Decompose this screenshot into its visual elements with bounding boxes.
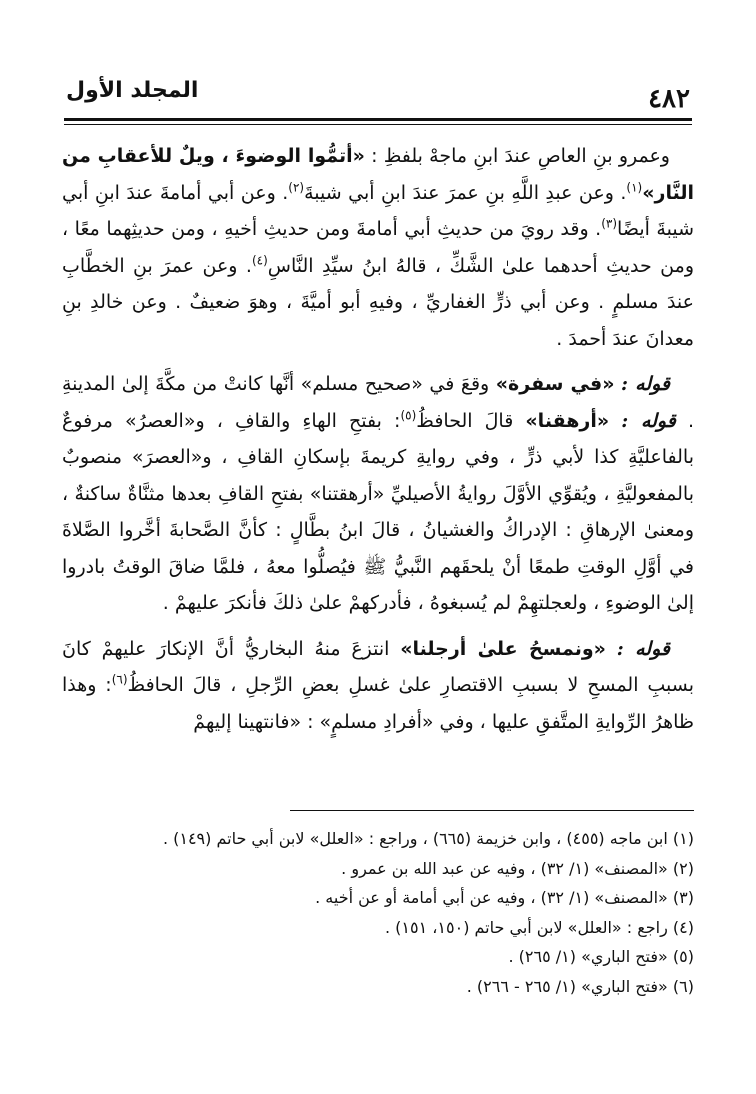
main-text <box>62 138 694 740</box>
footnote-ref-5: (٥) <box>400 408 417 423</box>
commentary-label: قوله : <box>621 409 676 432</box>
keyword-quote: «ونمسحُ علىٰ أرجلنا» <box>400 637 606 660</box>
footnote-4: (٤) راجع : «العلل» لابن أبي حاتم (١٥٠، ١٥١) . <box>384 917 694 937</box>
footnote-5: (٥) «فتح الباري» (١/ ٢٦٥) . <box>508 947 694 966</box>
header-rule-thin <box>64 124 692 125</box>
header-rule-thick <box>64 118 692 121</box>
footnote-ref-3: (٣) <box>601 216 618 231</box>
footnotes <box>62 824 694 1001</box>
commentary-label: قوله : <box>621 373 671 395</box>
footnote-ref-1: (١) <box>626 180 643 195</box>
page-number: ٤٨٢ <box>648 84 690 114</box>
commentary-label: قوله : <box>616 637 670 660</box>
footnote-ref-4: (٤) <box>251 253 268 268</box>
keyword-quote: «في سفرة» <box>495 373 615 395</box>
footnote-2: (٢) «المصنف» (١/ ٣٢) ، وفيه عن عبد الله بن عمرو . <box>341 858 694 878</box>
paragraph-2: قوله : «في سفرة» وقعَ في «صحيح مسلم» أنَّها كانتْ من مكَّةَ إلىٰ المدينةِ . قوله : «أرهقنا» قالَ الحافظُ$^{(٥)}$: بفتحِ الهاءِ والقافِ ، و«العصرُ» مرفوعٌ بالفاعليَّةِ كذا لأبي ذرٍّ ، وفي روايةِ كريمةَ بإسكانِ القافِ ، و«العصرَ» منصوبٌ بالمفعوليَّةِ ، ويُقوِّي الأوَّلَ روايةُ الأصيليِّ «أرهقتنا» بفتحِ القافِ بعدها مثنَّاةٌ ساكنةٌ ، ومعنىٰ الإرهاقِ : الإدراكُ والغشيانُ ، قالَ ابنُ بطَّالٍ : كأنَّ الصَّحابةَ أخَّروا الصَّلاةَ في أوَّلِ الوقتِ طمعًا أنْ يلحقَهم النَّبيُّ ﷺ فيُصلُّوا معهُ ، فلمَّا ضاقَ الوقتُ بادروا إلىٰ الوضوءِ ، ولعجلتهِمْ لم يُسبغوهُ ، فأدركهمْ علىٰ ذلكَ فأنكرَ عليهمْ . <box>62 373 694 614</box>
footnote-separator <box>290 810 694 811</box>
footnote-3: (٣) «المصنف» (١/ ٣٢) ، وفيه عن أبي أمامة أو عن أخيه . <box>315 888 694 907</box>
keyword-quote: «أرهقنا» <box>525 409 610 432</box>
paragraph-3: قوله : «ونمسحُ علىٰ أرجلنا» انتزعَ منهُ البخاريُّ أنَّ الإنكارَ عليهمْ كانَ بسببِ المسحِ لا بسببِ الاقتصارِ علىٰ غسلِ بعضِ الرِّجلِ ، قالَ الحافظُ$^{(٦)}$: وهذا ظاهرُ الرِّوايةِ المتَّفقِ عليها ، وفي «أفرادِ مسلمٍ» : «فانتهينا إليهمْ <box>62 637 694 733</box>
footnote-ref-2: (٢) <box>288 180 305 195</box>
footnote-6: (٦) «فتح الباري» (١/ ٢٦٥ - ٢٦٦) . <box>466 976 694 996</box>
volume-title: المجلد الأول <box>66 78 199 103</box>
hadith-quote: «أتمُّوا الوضوءَ ، ويلٌ للأعقابِ من النَّار» <box>62 145 694 204</box>
footnote-ref-6: (٦) <box>111 672 128 687</box>
page-header <box>66 72 690 116</box>
paragraph-1: وعمرو بنِ العاصِ عندَ ابنِ ماجهْ بلفظِ : «أتمُّوا الوضوءَ ، ويلٌ للأعقابِ من النَّار»$^{(١)}$. وعن عبدِ اللَّهِ بنِ عمرَ عندَ ابنِ أبي شيبةَ$^{(٢)}$. وعن أبي أمامةَ عندَ ابنِ أبي شيبةَ أيضًا$^{(٣)}$. وقد رويَ من حديثِ أبي أمامةَ ومن حديثِ أخيهِ ، ومن حديثِهما معًا ، ومن حديثِ أحدهما علىٰ الشَّكِّ ، قالهُ ابنُ سيِّدِ النَّاسِ$^{(٤)}$. وعن عمرَ بنِ الخطَّابِ عندَ مسلمٍ . وعن أبي ذرٍّ الغفاريِّ ، وفيهِ أبو أميَّةَ ، وهوَ ضعيفٌ . وعن خالدِ بنِ معدانَ عندَ أحمدَ . <box>62 145 695 350</box>
footnote-1: (١) ابن ماجه (٤٥٥) ، وابن خزيمة (٦٦٥) ، وراجع : «العلل» لابن أبي حاتم (١٤٩) . <box>162 829 694 848</box>
